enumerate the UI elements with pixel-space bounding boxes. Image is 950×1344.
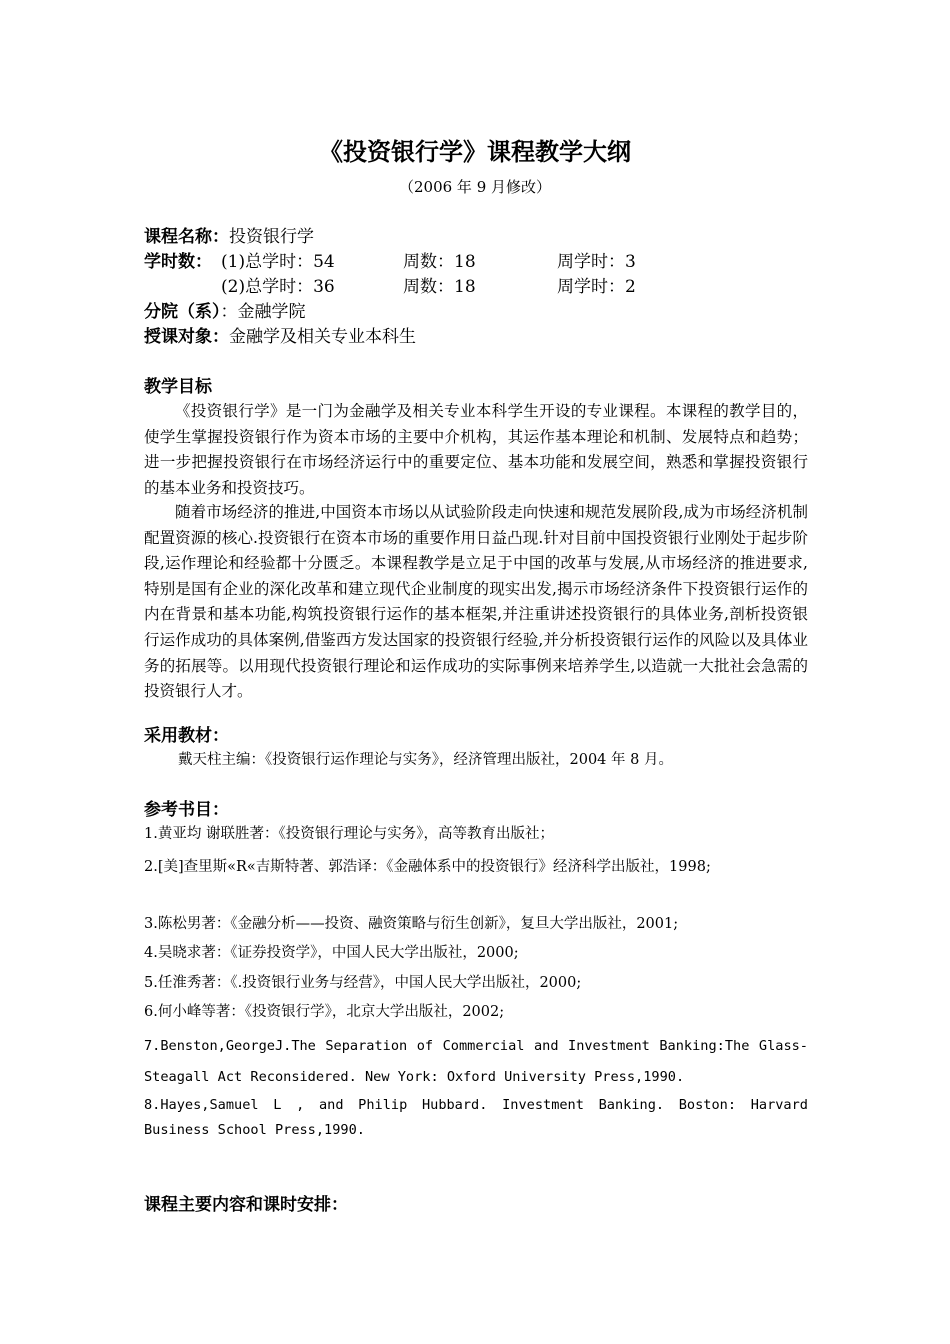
plan1-weeks: 周数：18 (403, 252, 476, 272)
reference-item-7: 7.Benston,GeorgeJ.The Separation of Commercial and Investment Banking:The Glass-Steagall Act Reconsidered. New York: Oxford University Press,1990. (144, 1038, 808, 1085)
document-title: 《投资银行学》课程教学大纲 (319, 138, 631, 166)
reference-item-3: 3.陈松男著：《金融分析——投资、融资策略与衍生创新》，复旦大学出版社，2001; (144, 916, 679, 932)
objectives-paragraph-2: 随着市场经济的推进,中国资本市场以从试验阶段走向快速和规范发展阶段,成为市场经济机制配置资源的核心.投资银行在资本市场的重要作用日益凸现.针对目前中国投资银行业刚处于起步阶段,运作理论和经验都十分匮乏。本课程教学是立足于中国的改革与发展,从市场经济的推进要求,特别是国有企业的深化改革和建立现代企业制度的现实出发,揭示市场经济条件下投资银行运作的内在背景和基本功能,构筑投资银行运作的基本框架,并注重讲述投资银行的具体业务,剖析投资银行运作成功的具体案例,借鉴西方发达国家的投资银行经验,并分析投资银行运作的风险以及具体业务的拓展等。以用现代投资银行理论和运作成功的实际事例来培养学生,以造就一大批社会急需的投资银行人才。 (144, 503, 808, 701)
course-name-value: 投资银行学 (229, 227, 314, 247)
audience-label: 授课对象： (144, 327, 229, 347)
course-name-row (144, 225, 314, 249)
textbook-entry: 戴天柱主编：《投资银行运作理论与实务》，经济管理出版社，2004 年 8 月。 (178, 752, 673, 768)
audience-value: 金融学及相关专业本科生 (229, 327, 416, 347)
reference-item-2: 2.[美]查里斯«R«吉斯特著、郭浩译：《金融体系中的投资银行》经济科学出版社，1998; (144, 859, 711, 875)
hours-row-1 (144, 250, 212, 274)
audience-row (144, 325, 416, 349)
objectives-paragraph-1: 《投资银行学》是一门为金融学及相关专业本科学生开设的专业课程。本课程的教学目的，使学生掌握投资银行作为资本市场的主要中介机构，其运作基本理论和机制、发展特点和趋势；进一步把握投资银行在市场经济运行中的重要定位、基本功能和发展空间，熟悉和掌握投资银行的基本业务和投资技巧。 (144, 402, 808, 497)
revision-note: （2006 年 9 月修改） (398, 178, 552, 196)
textbook-heading: 采用教材： (144, 726, 229, 746)
reference-item-5: 5.任淮秀著：《.投资银行业务与经营》，中国人民大学出版社，2000; (144, 975, 582, 991)
reference-item-1: 1.黄亚均 谢联胜著：《投资银行理论与实务》，高等教育出版社； (144, 826, 554, 842)
department-value: ：金融学院 (220, 302, 306, 322)
department-label: 分院（系） (144, 302, 221, 322)
plan1-total-hours: (1)总学时：54 (221, 252, 335, 272)
course-name-label: 课程名称： (144, 227, 229, 247)
plan2-weeks: 周数：18 (403, 277, 476, 297)
reference-item-8: 8.Hayes,Samuel L , and Philip Hubbard. Investment Banking. Boston: Harvard Business School Press,1990. (144, 1097, 808, 1138)
hours-label: 学时数： (144, 252, 212, 272)
references-heading: 参考书目： (144, 800, 229, 820)
plan1-weekly-hours: 周学时：3 (557, 252, 636, 272)
schedule-heading: 课程主要内容和课时安排： (144, 1195, 348, 1215)
department-row (144, 300, 306, 324)
plan2-total-hours: (2)总学时：36 (221, 277, 335, 297)
reference-item-4: 4.吴晓求著：《证券投资学》，中国人民大学出版社，2000; (144, 945, 519, 961)
plan2-weekly-hours: 周学时：2 (557, 277, 636, 297)
objectives-heading: 教学目标 (144, 377, 212, 397)
reference-item-6: 6.何小峰等著：《投资银行学》，北京大学出版社，2002; (144, 1004, 505, 1020)
